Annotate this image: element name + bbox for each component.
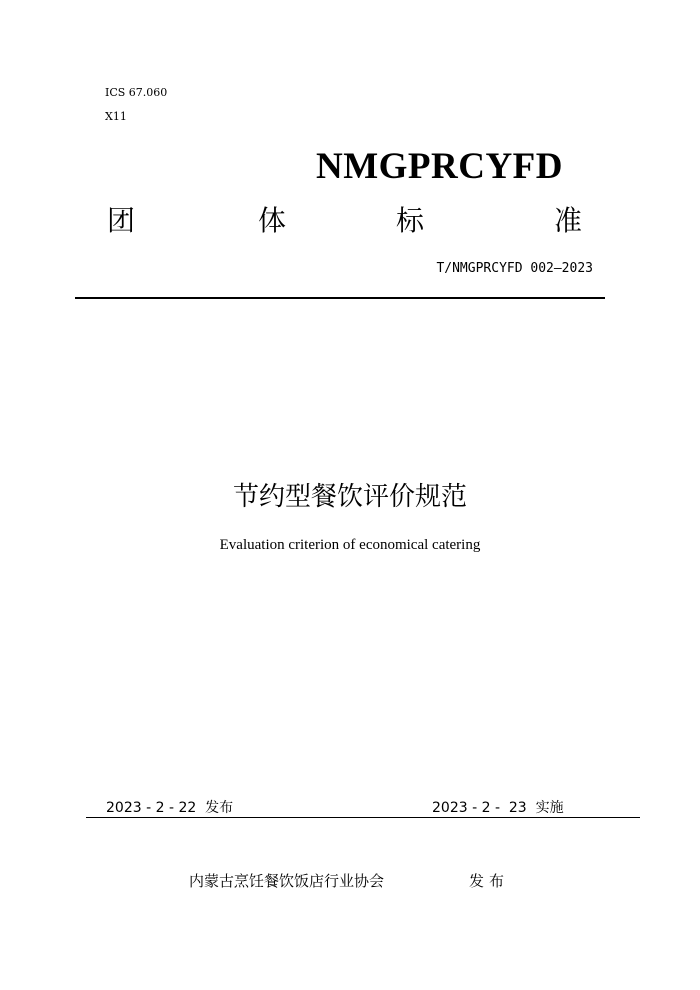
standard-type-char-2: 体 bbox=[258, 204, 287, 237]
header-divider bbox=[75, 297, 605, 299]
document-title: 节约型餐饮评价规范 bbox=[232, 482, 467, 512]
ics-code: ICS 67.060 bbox=[105, 86, 168, 99]
document-title-english: Evaluation criterion of economical catering bbox=[219, 537, 481, 553]
publish-date: 2023 - 2 - 22 发布 bbox=[106, 800, 234, 816]
standard-number: T/NMGPRCYFD 002—2023 bbox=[436, 261, 593, 276]
standard-type-char-3: 标 bbox=[396, 204, 425, 237]
organization-code: NMGPRCYFD bbox=[316, 146, 564, 187]
standard-type-char-4: 准 bbox=[554, 204, 583, 237]
footer-divider bbox=[86, 817, 640, 818]
issue-label: 发布 bbox=[469, 872, 510, 890]
implementation-date: 2023 - 2 - 23 实施 bbox=[432, 800, 564, 816]
standard-type-char-1: 团 bbox=[107, 204, 136, 237]
classification-code: X11 bbox=[105, 110, 127, 123]
issuing-organization: 内蒙古烹饪餐饮饭店行业协会 bbox=[189, 872, 385, 890]
